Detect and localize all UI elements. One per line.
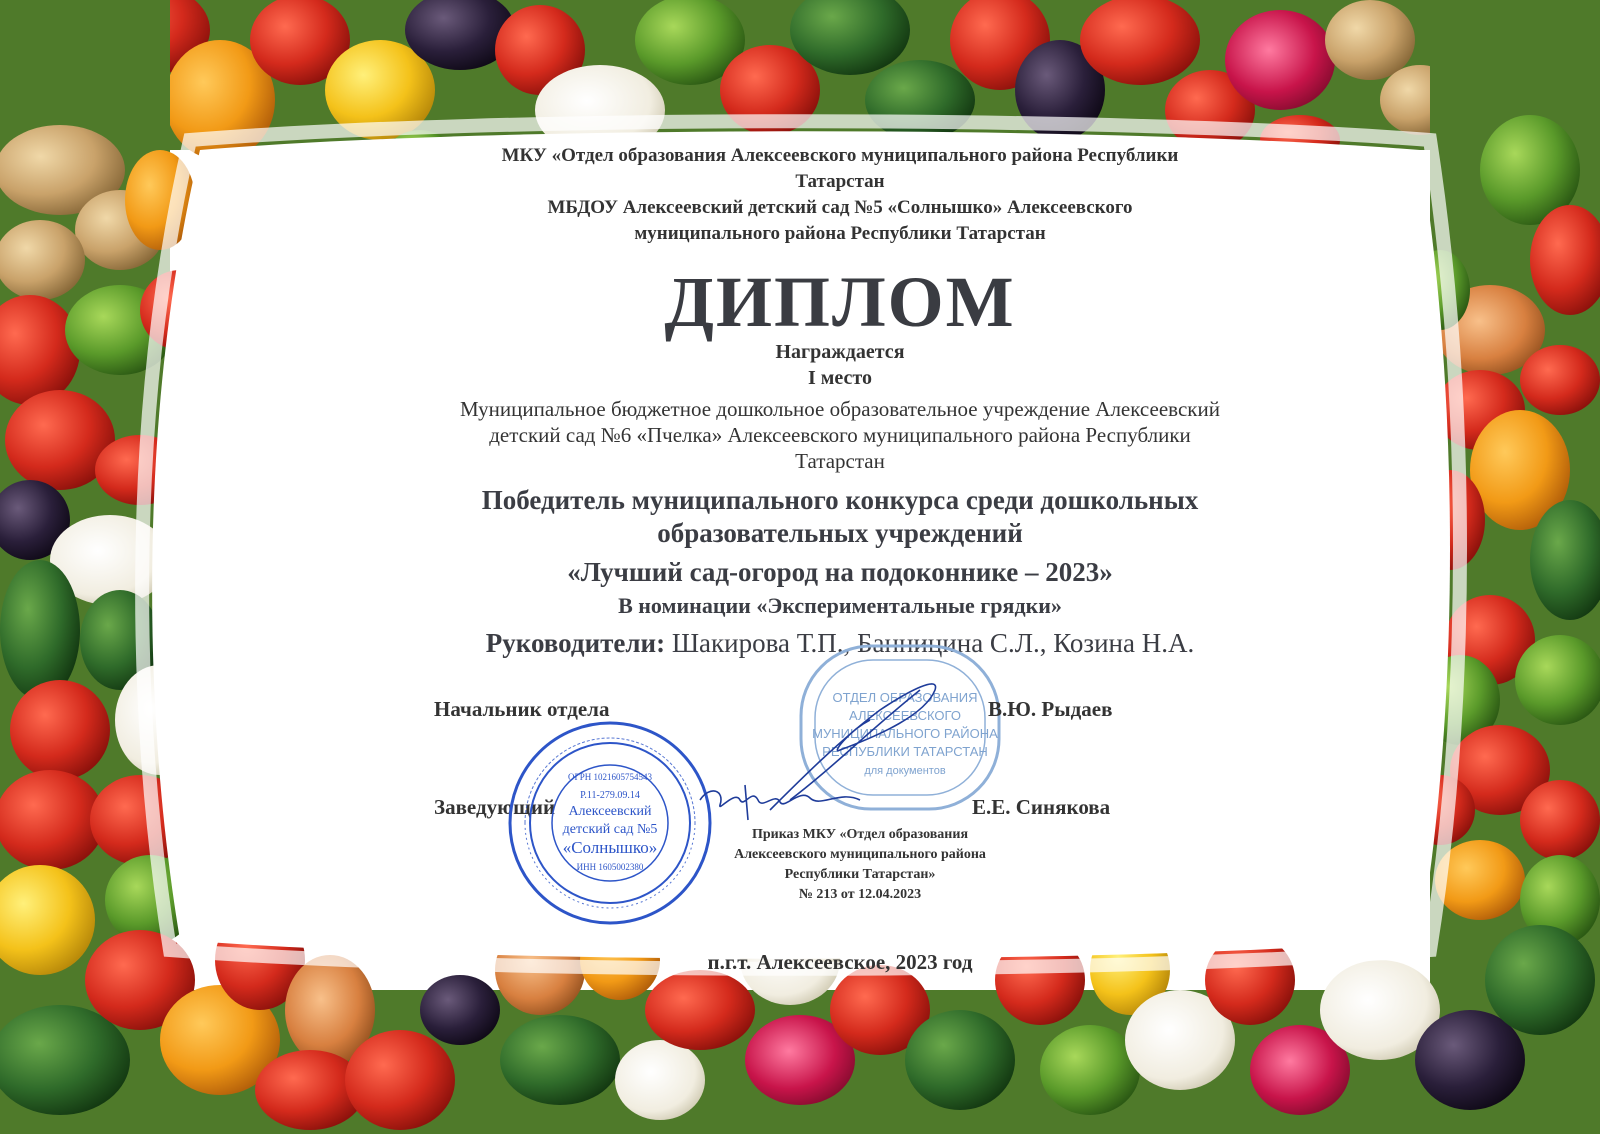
round-stamp-ogrn: ОГРН 1021605754543 [568, 772, 652, 782]
winner-statement [300, 484, 1380, 550]
order-line-1: Приказ МКУ «Отдел образования [751, 827, 969, 842]
awarded-label: Награждается [775, 341, 905, 363]
order-line-4: № 213 от 12.04.2023 [798, 887, 922, 902]
dept-stamp-line-3: МУНИЦИПАЛЬНОГО РАЙОНА [812, 726, 998, 741]
round-stamp-inn: ИНН 1605002380 [576, 862, 644, 872]
round-stamp-center-2: детский сад №5 [562, 822, 658, 837]
dept-stamp-line-1: ОТДЕЛ ОБРАЗОВАНИЯ [832, 690, 978, 705]
place-and-year: п.г.т. Алексеевское, 2023 год [707, 950, 973, 974]
recipient-organization [340, 396, 1340, 474]
manager-name: Е.Е. Синякова [972, 795, 1111, 819]
round-stamp-code: Р.11-279.09.14 [580, 790, 640, 801]
order-reference [690, 825, 1030, 905]
recipient-line-1: Муниципальное бюджетное дошкольное образовательное учреждение Алексеевский [460, 397, 1220, 421]
issuer-line-2: Татарстан [795, 171, 885, 192]
place-label: I место [808, 367, 872, 389]
leaders-label: Руководители: [485, 628, 666, 658]
issuer-line-3: МБДОУ Алексеевский детский сад №5 «Солнышко» Алексеевского [547, 197, 1133, 218]
dept-stamp-line-5: для документов [864, 765, 946, 777]
head-title: Начальник отдела [434, 697, 610, 721]
diploma-title: ДИПЛОМ [664, 262, 1016, 342]
round-stamp-center-3: «Солнышко» [562, 838, 658, 857]
dept-stamp-line-4: РЕСПУБЛИКИ ТАТАРСТАН [822, 744, 988, 759]
issuer-header [340, 143, 1340, 247]
winner-line-1: Победитель муниципального конкурса среди дошкольных [481, 485, 1199, 515]
recipient-line-3: Татарстан [795, 449, 885, 473]
recipient-line-2: детский сад №6 «Пчелка» Алексеевского муниципального района Республики [489, 423, 1191, 447]
manager-title: Заведующий [434, 795, 556, 819]
leaders-names: Шакирова Т.П., Банницина С.Л., Козина Н.А. [665, 628, 1195, 658]
contest-name: «Лучший сад-огород на подоконнике – 2023» [567, 557, 1113, 587]
order-line-2: Алексеевского муниципального района [734, 847, 986, 862]
nomination: В номинации «Экспериментальные грядки» [618, 593, 1062, 618]
issuer-line-4: муниципального района Республики Татарстан [634, 223, 1046, 244]
issuer-line-1: МКУ «Отдел образования Алексеевского муниципального района Республики [501, 145, 1179, 166]
handwritten-signatures [640, 660, 960, 830]
winner-line-2: образовательных учреждений [657, 518, 1023, 548]
dept-stamp-line-2: АЛЕКСЕЕВСКОГО [849, 708, 961, 723]
round-stamp-center-1: Алексеевский [568, 804, 652, 819]
order-line-3: Республики Татарстан» [784, 867, 936, 882]
head-name: В.Ю. Рыдаев [988, 697, 1113, 721]
